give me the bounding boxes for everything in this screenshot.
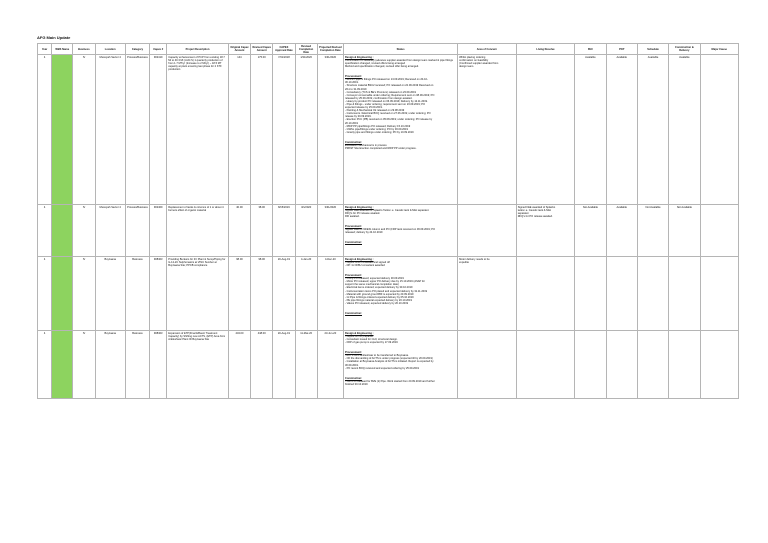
pcp-cell[interactable]: Available	[606, 205, 637, 257]
original-capex-cell[interactable]: 98.00	[228, 257, 250, 331]
status-table	[37, 43, 739, 399]
col-header[interactable]: Year	[38, 44, 52, 55]
projected-completion-cell[interactable]: 4-Dec-20	[317, 257, 343, 331]
col-header[interactable]: Category	[125, 44, 149, 55]
year-cell[interactable]: 4	[38, 257, 52, 331]
major-cause-cell[interactable]	[700, 257, 738, 331]
fec-cell[interactable]	[575, 331, 606, 399]
col-header[interactable]: Revised Capex Amount	[251, 44, 273, 55]
status-section-label: Construction:	[344, 376, 362, 380]
col-header[interactable]: Revised Completion Date	[295, 44, 317, 55]
status-section-text: - ACTS from Ankleshwar to be transferred to Buyzaana. - OF the dismantling of ACTS is under progress (expected till by 20.09.2019) - Installation at Buyzaana Analysis of ACTS is initiated. Report is expected by 30.09.2019. - PO recent BOQ received and expected ordering by 25.09.2019	[344, 354, 434, 370]
category-cell[interactable]: Process/Business	[125, 55, 149, 205]
sheet-title: AFG Main Update	[37, 35, 71, 40]
status-section-text: Confirmation on feasibility (advance supplier awarded from design team marked & pipe fittings specification changed, revised offers being arranged Method and specification changed, revised offer being arranged.	[344, 58, 453, 69]
revised-capex-cell[interactable]: 175.00	[251, 55, 273, 205]
col-header[interactable]: PCP	[606, 44, 637, 55]
status-cell[interactable]	[343, 257, 457, 331]
year-cell[interactable]: 4	[38, 55, 52, 205]
schedule-cell[interactable]: Not Available	[637, 205, 668, 257]
location-cell[interactable]: Buyzaana	[95, 257, 125, 331]
revised-capex-cell[interactable]: 38.00	[251, 205, 273, 257]
status-section-text: Excavation Mechanical is in process PRP&T Site Erection completed and RWP PP under progress.	[344, 144, 417, 151]
status-section-text: Signed FEE awarded of Splasho Tanks i.e. Caustic tank & Mist separator. RFQ's for PO release awaited. RFI awaited.	[344, 208, 430, 219]
area-of-concern-cell[interactable]	[458, 331, 517, 399]
schedule-cell[interactable]	[637, 257, 668, 331]
table-row[interactable]	[38, 55, 739, 205]
col-header[interactable]: WBS Name	[52, 44, 73, 55]
wbs-cell[interactable]	[52, 205, 73, 257]
status-section-text: - Pump PO released; expected delivery 30.09.2019 - Motor PO released; upper PO delivery due by 15.10.2019 (ASAP for support the same mechanical completion date) - Electrical items ordered; expected delivery by 30.10.2019 - Instrumentation items PO placed and expected delivery by 31.11.2019 - Material with ground grout RBF is expected by 20.09.2019 - GI Pipe & fittings ordered expected delivery by 05.10.2019 - PE pipe fittings material expected delivery by 20.10.2019 - Valves PO released, expected delivery by 20.10.2019	[344, 277, 428, 305]
project-description-cell[interactable]: Expansion of ETP(Final Effluent Treatment Capacity) by Shifting new ACTS, (ETP) Area from Ankleshwar Plant ID Buyzaana Site	[167, 331, 229, 399]
business-cell[interactable]: IV	[73, 331, 95, 399]
living-resolve-cell[interactable]	[516, 331, 575, 399]
category-cell[interactable]: Process/Business	[125, 205, 149, 257]
pcp-cell[interactable]: Available	[606, 55, 637, 205]
status-section-label: Design & Engineering :	[344, 331, 374, 335]
category-cell[interactable]: Business	[125, 257, 149, 331]
col-header[interactable]: Location	[95, 44, 125, 55]
col-header[interactable]: Construction & Delivery	[669, 44, 700, 55]
status-section-text: - Civil PO released for BVE (ii) Pipe. Work started from 20.09.2019 and further finished 30.10.2019	[344, 379, 435, 386]
col-header[interactable]: Schedule	[637, 44, 668, 55]
area-of-concern-cell[interactable]: Whilst placing ordering confirmation on feasibility (Confirmed supplier awarded from design team.	[458, 55, 517, 205]
fec-cell[interactable]: Not Available	[575, 205, 606, 257]
table-row[interactable]	[38, 331, 739, 399]
status-cell[interactable]	[343, 205, 457, 257]
year-cell[interactable]: 4	[38, 205, 52, 257]
status-section-text: - Layout & PID prepared. - Consultant issued for Civil, structural design. - FRP of gas pump is expected by 17.09.2019	[344, 334, 398, 345]
capex-number-cell[interactable]: 908403	[150, 257, 167, 331]
fec-cell[interactable]: Available	[575, 55, 606, 205]
col-header[interactable]: Area of Concern	[458, 44, 517, 55]
table-row[interactable]	[38, 257, 739, 331]
capex-number-cell[interactable]: 908403	[150, 331, 167, 399]
status-section-text: - RFP&T pipe & fittings PO released on 13.09.2019; Received on 20-10- 30.10.2019. - Structure material BSC2 received; PO released on 22.09.2019 Received on 2/11 to 31.09.2019 - Consultancy (TCS & BE's Premium) released on 23.09.2019 - Conveyor consumable under ordering; Requirement sent on 08.09.2019; PO released by 25.09.2019; confirmation from design awaited. - Heavy by-product PO released on 06.09.2019; Delivery by 12.11.2019. - Pipe & fittings - under ordering; requirement sent on 23.09.2019; PO expected release by 25.09.2019. - Painting & Mechanical Ok released on 29.08.2019 - Instruments / Electrical BOQ received on 27.06.2019; under ordering; PO release by 30.09.2019. - Erection PCC (PB) received on 05.08.2019; under ordering; PO release by 20.10.2019 - RWP PP pipe/fittings PO released; Delivery 15.10.2019 - GWSL pipe/fittings under ordering; PO by 30.09.2019 - Gravity pipe and fittings under ordering; PO by 10.09.2019	[344, 78, 435, 134]
status-section-label: Design & Engineering :	[344, 55, 374, 59]
col-header[interactable]: Projected Revised Completion Date	[317, 44, 343, 55]
original-capex-cell[interactable]: 144	[228, 55, 250, 205]
status-section-label: Construction:	[344, 140, 362, 144]
revised-completion-cell[interactable]: 3/1/2020	[295, 205, 317, 257]
header-row	[38, 44, 739, 55]
approval-date-cell[interactable]: 20-Aug-19	[273, 331, 295, 399]
year-cell[interactable]: 4	[38, 331, 52, 399]
fec-cell[interactable]	[575, 257, 606, 331]
business-cell[interactable]: IV	[73, 257, 95, 331]
pcp-cell[interactable]	[606, 331, 637, 399]
living-resolve-cell[interactable]	[516, 55, 575, 205]
status-cell[interactable]	[343, 55, 457, 205]
projected-completion-cell[interactable]: 3/31/2020	[317, 205, 343, 257]
original-capex-cell[interactable]: 40.00	[228, 205, 250, 257]
major-cause-cell[interactable]	[700, 205, 738, 257]
wbs-cell[interactable]	[52, 331, 73, 399]
col-header[interactable]: FEC	[575, 44, 606, 55]
status-section-label: Procurement:	[344, 274, 362, 278]
col-header[interactable]: Business	[73, 44, 95, 55]
col-header[interactable]: Original Capex Amount	[228, 44, 250, 55]
table-row[interactable]	[38, 205, 739, 257]
schedule-cell[interactable]: Available	[637, 55, 668, 205]
status-section-label: Construction:	[344, 312, 362, 315]
original-capex-cell[interactable]: 443.00	[228, 331, 250, 399]
project-description-cell[interactable]: Providing Bunkers for R.I Plant & Sump/Piping for G-12-2C Sulphonators at VINU Sumber at Buyzaana Site; PPCB compliance	[167, 257, 229, 331]
status-section-label: Procurement:	[344, 225, 362, 229]
living-resolve-cell[interactable]	[516, 257, 575, 331]
projected-completion-cell[interactable]: 23-Jun-20	[317, 331, 343, 399]
location-cell[interactable]: Mussiyah Sector 4	[95, 55, 125, 205]
pcp-cell[interactable]	[606, 257, 637, 331]
business-cell[interactable]: IV	[73, 55, 95, 205]
projected-completion-cell[interactable]: 3/31/2020	[317, 55, 343, 205]
area-of-concern-cell[interactable]: Motor delivery needs to be expedite	[458, 257, 517, 331]
major-cause-cell[interactable]	[700, 331, 738, 399]
status-section-text: Signed FEE for 90/ESI column and PO (FRP tank received on 06.09.2019; PO released; delivery by 24.10.2019	[344, 228, 436, 235]
construction-delivery-cell[interactable]: Not Available	[669, 205, 700, 257]
revised-capex-cell[interactable]: 448.00	[251, 331, 273, 399]
col-header[interactable]: CAPEX Approval Date	[273, 44, 295, 55]
schedule-cell[interactable]	[637, 331, 668, 399]
revised-completion-cell[interactable]: 1/31/2020	[295, 55, 317, 205]
wbs-cell[interactable]	[52, 55, 73, 205]
project-description-cell[interactable]: Replacement of tanks & columns of 1 or about 4 burners effect of organic material	[167, 205, 229, 257]
approval-date-cell[interactable]: 20-Aug-19	[273, 257, 295, 331]
location-cell[interactable]: Buyzaana	[95, 331, 125, 399]
revised-completion-cell[interactable]: 4-Jan-20	[295, 257, 317, 331]
status-section-label: Procurement:	[344, 351, 362, 355]
status-section-text: - Layout & RFI reviewed and signed off - DP: for RIBU consultant awarded	[344, 260, 390, 267]
approval-date-cell[interactable]: 8/15/2019	[273, 205, 295, 257]
col-header[interactable]: Living Resolve	[516, 44, 575, 55]
capex-number-cell[interactable]: 902409	[150, 205, 167, 257]
living-resolve-cell[interactable]: Signed FEE awarded of Splasho tanks i.e. Caustic tank & Mist separator. RFQ's for PO release awaited.	[516, 205, 575, 257]
approval-date-cell[interactable]: 7/31/2018	[273, 55, 295, 205]
capex-number-cell[interactable]: 902419	[150, 55, 167, 205]
col-header[interactable]: Status	[343, 44, 457, 55]
col-header[interactable]: Capex #	[150, 44, 167, 55]
project-description-cell[interactable]: Capacity enhancement of PCP from existing 18.7 Mt to 40.3 Mt (Jul/4 S) 1 quarterly production of from 1.7 MT/yr (Increase to 2 Mt/yr) ~ 18.5 MT capacity at plant ensuring last phase for 2 KTF production	[167, 55, 229, 205]
business-cell[interactable]: IV	[73, 205, 95, 257]
construction-delivery-cell[interactable]	[669, 257, 700, 331]
col-header[interactable]: Project Description	[167, 44, 229, 55]
status-section-label: Design & Engineering :	[344, 257, 374, 261]
construction-delivery-cell[interactable]	[669, 331, 700, 399]
status-section-label: Design & Engineering :	[344, 205, 374, 209]
revised-capex-cell[interactable]: 98.00	[251, 257, 273, 331]
col-header[interactable]: Major Cause	[700, 44, 738, 55]
construction-delivery-cell[interactable]: Available	[669, 55, 700, 205]
revised-completion-cell[interactable]: 11-Mar-20	[295, 331, 317, 399]
wbs-cell[interactable]	[52, 257, 73, 331]
area-of-concern-cell[interactable]	[458, 205, 517, 257]
location-cell[interactable]: Mussiyah Sector 4	[95, 205, 125, 257]
category-cell[interactable]: Business	[125, 331, 149, 399]
status-section-label: Procurement:	[344, 75, 362, 79]
status-section-label: Construction:	[344, 241, 362, 245]
major-cause-cell[interactable]	[700, 55, 738, 205]
status-cell[interactable]	[343, 331, 457, 399]
